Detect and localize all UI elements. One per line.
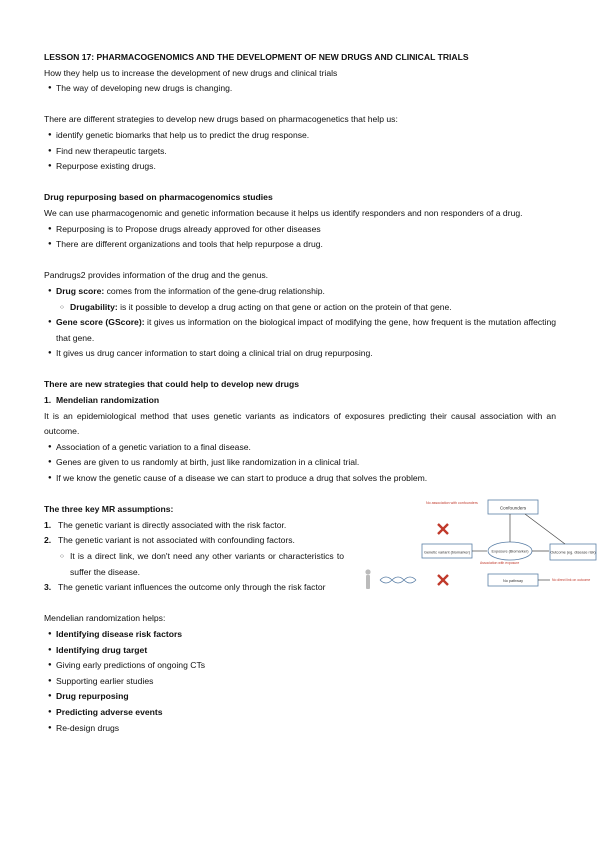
gene-score-label: Gene score (: [56, 317, 109, 328]
item-number: 2.: [44, 535, 52, 546]
item-text: The genetic variant is directly associated with the risk factor.: [58, 519, 287, 530]
list-item: ● Giving early predictions of ongoing CTs: [44, 658, 556, 674]
person-icon: [365, 570, 370, 590]
intro-line: How they help us to increase the development of new drugs and clinical trials: [44, 67, 338, 78]
helps-lead: Mendelian randomization helps:: [44, 613, 166, 624]
item-number: 1.: [44, 519, 52, 530]
assumptions-sublist: [44, 549, 344, 580]
drugability-text: is it possible to develop a drug acting on that gene or action on the protein of that gene.: [117, 301, 452, 312]
no-pathway-label: No pathway: [502, 579, 524, 584]
drug-score-text: comes from the information of the gene-drug relationship.: [104, 285, 325, 296]
item-label: Mendelian randomization: [55, 395, 160, 406]
list-item: ● Predicting adverse events: [44, 705, 556, 721]
item-number: 3.: [44, 582, 52, 593]
exposure-label: Exposure (Biomarker): [491, 549, 529, 554]
mr-list: [44, 440, 556, 487]
item-number: 1.: [44, 395, 52, 406]
list-item: ● Drug repurposing: [44, 689, 556, 705]
assumptions-section: [44, 501, 596, 596]
exposure-arrow-label: Association with exposure: [480, 561, 520, 566]
assumptions-heading: The three key MR assumptions:: [44, 504, 174, 515]
item-text: The genetic variant is not associated with confounding factors.: [58, 535, 295, 546]
list-item: ● There are different organizations and tools that help repurpose a drug.: [44, 237, 556, 253]
new-strategies-heading: There are new strategies that could help to develop new drugs: [44, 379, 300, 390]
list-item: [44, 533, 344, 549]
document-page: [44, 50, 596, 736]
confounders-label: Confounders: [499, 505, 527, 511]
repurposing-heading: Drug repurposing based on pharmacogenomics studies: [44, 192, 273, 203]
pandrugs-list: [44, 284, 556, 362]
list-item: [44, 518, 344, 534]
strategies-list: [44, 128, 556, 175]
gene-score-label-end: ):: [138, 317, 145, 328]
gene-score-text: it gives us information on the biological impact of modifying the gene, how frequent is the mutation affecting that gene.: [56, 317, 557, 343]
list-item: ● Re-design drugs: [44, 721, 556, 737]
list-item: ● If we know the genetic cause of a disease we can start to produce a drug that solves the problem.: [44, 471, 556, 487]
no-link-cross-icon: [438, 524, 448, 534]
drugability-label: Drugability:: [70, 301, 118, 312]
no-indirect-label: No direct link on outcome: [552, 578, 591, 583]
strategies-lead: There are different strategies to develop new drugs based on pharmacogenetics that help us:: [44, 114, 398, 125]
list-item: [44, 580, 344, 596]
list-item: ● Find new therapeutic targets.: [44, 144, 556, 160]
assumptions-list: [44, 518, 344, 549]
repurposing-list: [44, 222, 556, 253]
outcome-label: Outcome (eg. disease risk): [550, 550, 596, 555]
list-item: ● Supporting earlier studies: [44, 674, 556, 690]
list-item: ● Identifying disease risk factors: [44, 627, 556, 643]
list-item: ● identify genetic biomarks that help us to predict the drug response.: [44, 128, 556, 144]
item-text: The genetic variant influences the outcome only through the risk factor: [58, 582, 326, 593]
list-item: [44, 315, 556, 346]
drug-score-label: Drug score:: [56, 285, 105, 296]
list-item: ● Genes are given to us randomly at birth, just like randomization in a clinical trial.: [44, 455, 556, 471]
list-item: ● The way of developing new drugs is changing.: [44, 81, 556, 97]
list-item: ● Identifying drug target: [44, 643, 556, 659]
dna-icon: [380, 577, 416, 583]
list-item: ● It gives us drug cancer information to start doing a clinical trial on drug repurposing.: [44, 346, 556, 362]
mr-item-heading: [44, 393, 556, 409]
list-item: ○ It is a direct link, we don't need any other variants or characteristics to suffer the disease.: [44, 549, 344, 580]
list-item: [44, 284, 556, 300]
no-association-label: No association with confounders: [426, 501, 478, 506]
gscore-label: GScore: [108, 317, 139, 328]
lesson-title: LESSON 17: PHARMACOGENOMICS AND THE DEVELOPMENT OF NEW DRUGS AND CLINICAL TRIALS: [44, 52, 469, 62]
list-item: ● Repurpose existing drugs.: [44, 159, 556, 175]
repurposing-text: We can use pharmacogenomic and genetic information because it helps us identify responders and non responders of a drug.: [44, 207, 523, 218]
pandrugs-lead: Pandrugs2 provides information of the drug and the genus.: [44, 270, 269, 281]
helps-list: [44, 627, 556, 736]
list-item: ● Association of a genetic variation to a final disease.: [44, 440, 556, 456]
mr-text: It is an epidemiological method that uses genetic variants as indicators of exposures predicting their causal association with an outcome.: [44, 410, 556, 437]
mr-diagram: [360, 498, 600, 598]
assumptions-list-cont: [44, 580, 344, 596]
list-item: ● Repurposing is to Propose drugs already approved for other diseases: [44, 222, 556, 238]
list-item: [44, 300, 556, 316]
intro-list: [44, 81, 556, 97]
no-pathway-cross-icon: [438, 575, 448, 585]
genetic-variant-label: Genetic variant (biomarker): [423, 550, 471, 555]
